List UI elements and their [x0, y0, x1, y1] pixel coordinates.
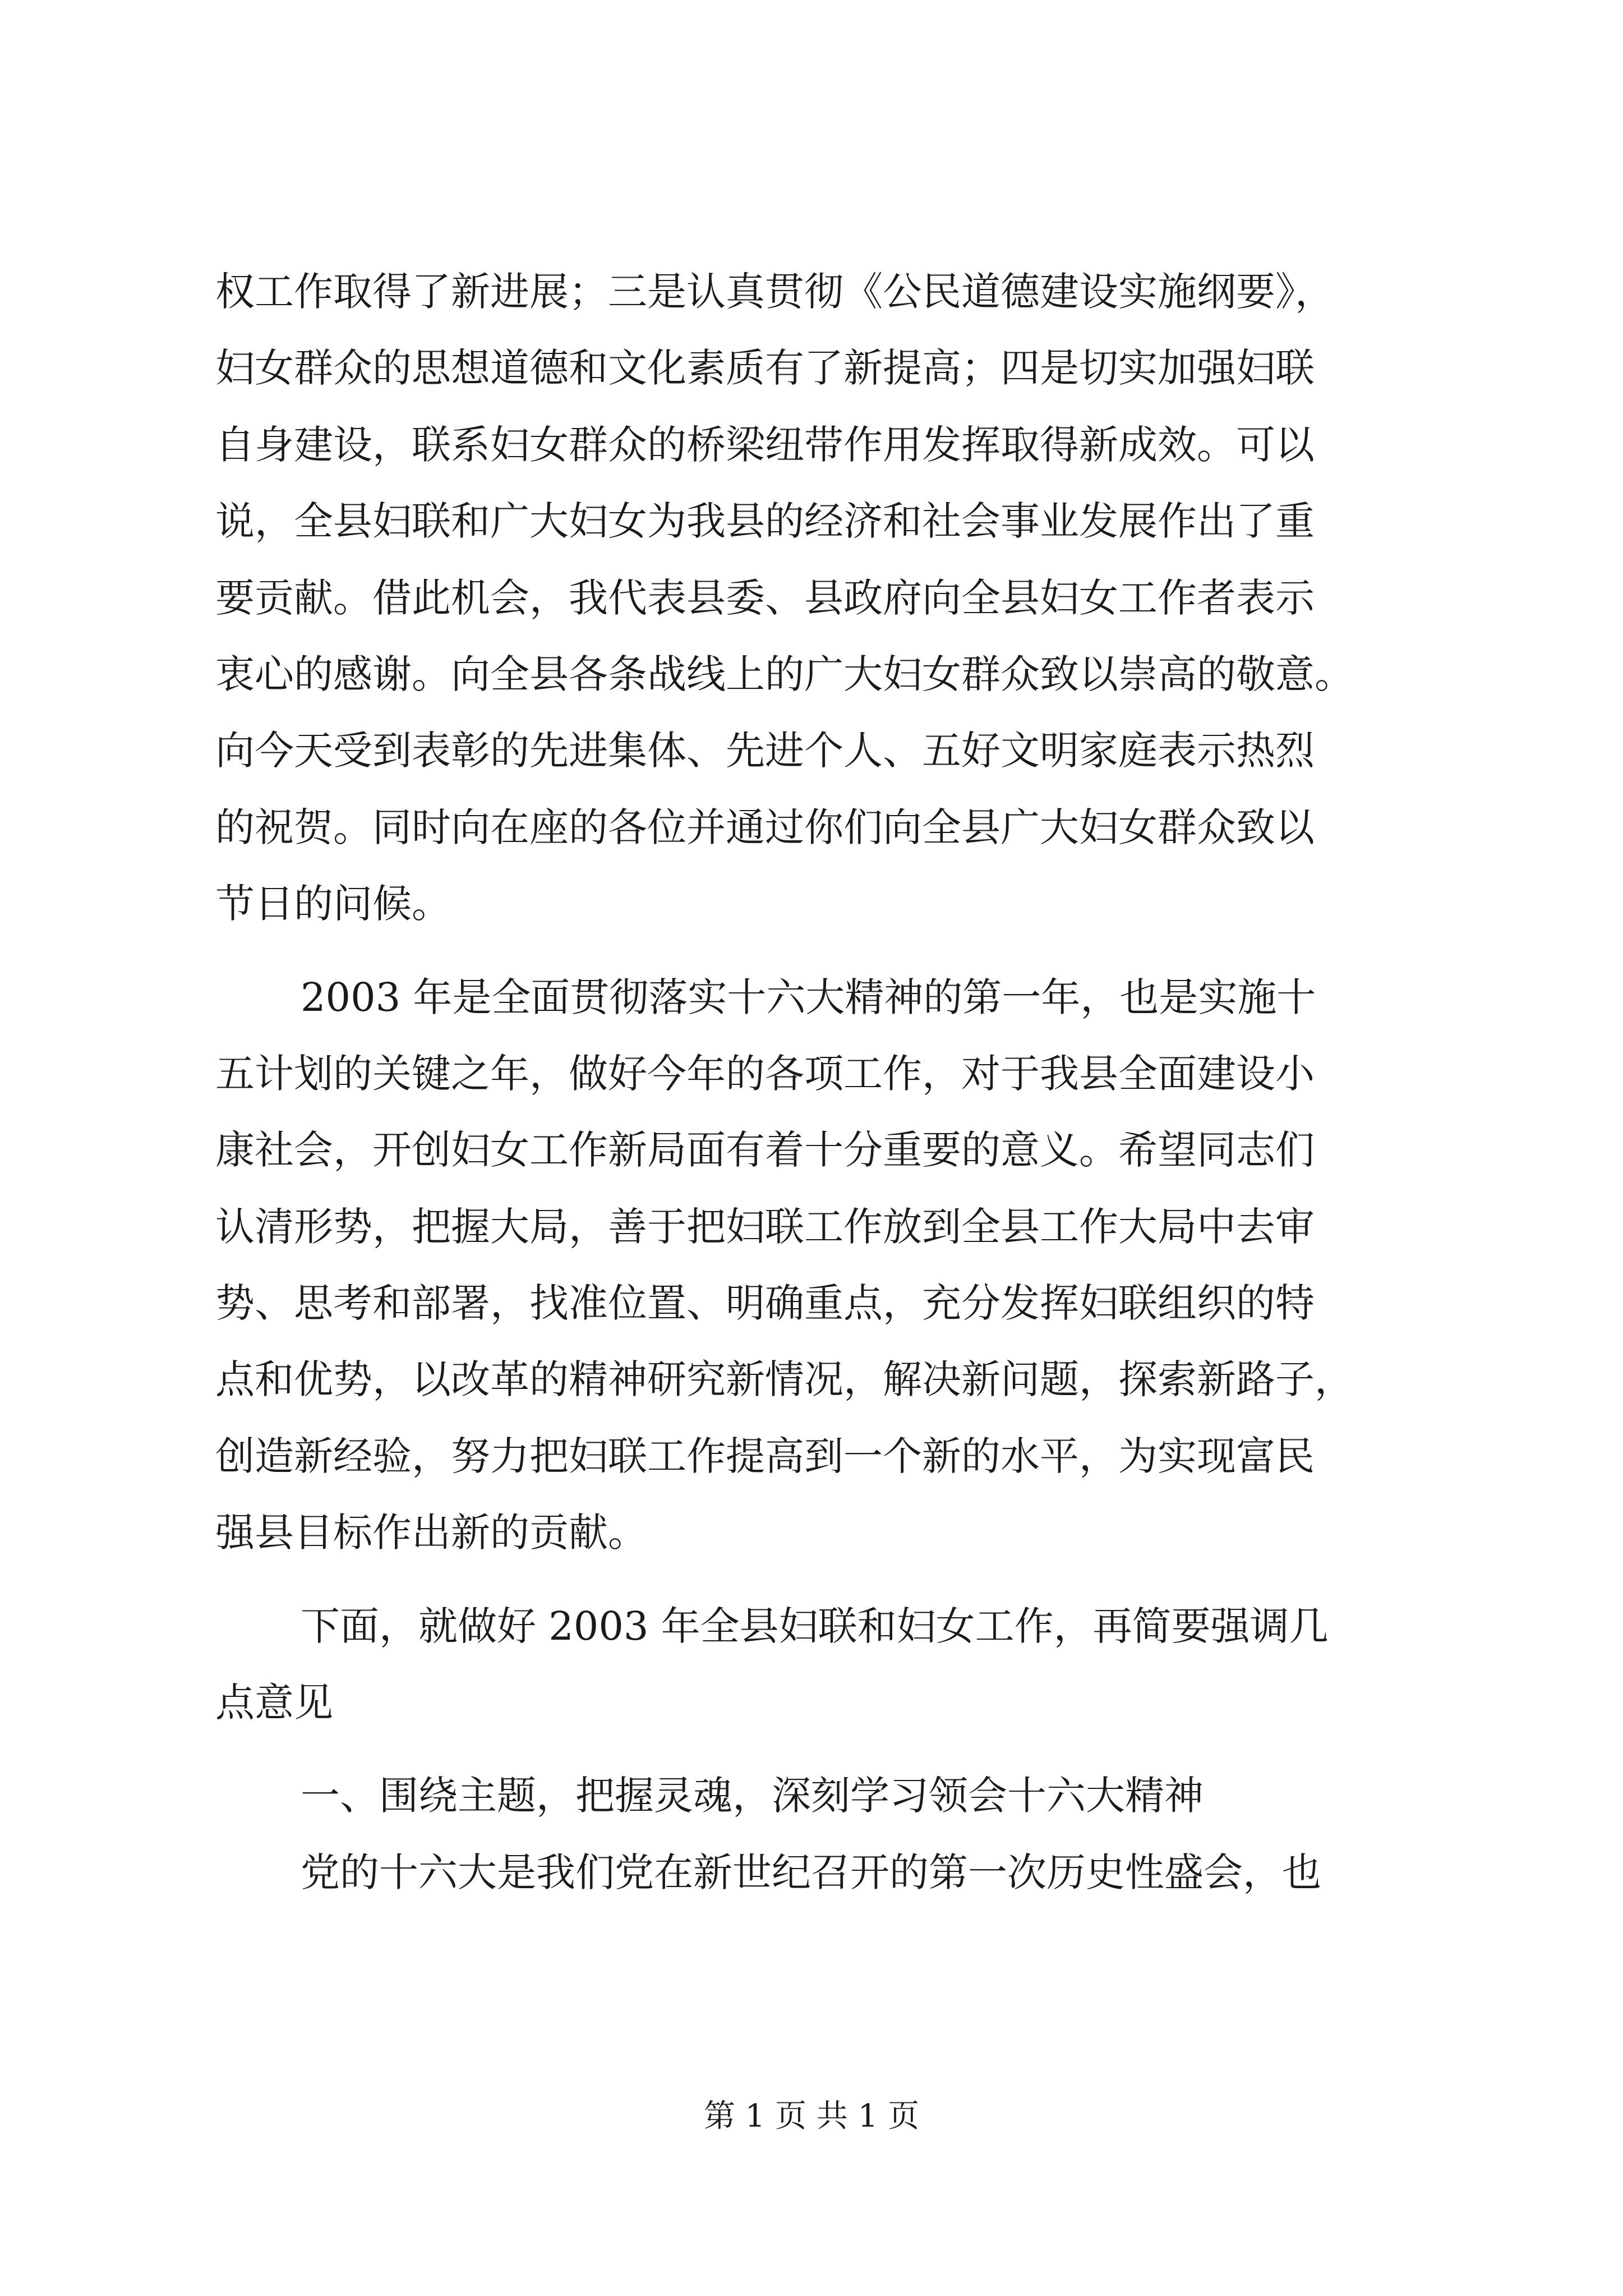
text-line: 自身建设，联系妇女群众的桥梁纽带作用发挥取得新成效。可以 — [215, 421, 1315, 468]
text-line: 权工作取得了新进展；三是认真贯彻《公民道德建设实施纲要》， — [215, 269, 1334, 315]
text-line: 党的十六大是我们党在新世纪召开的第一次历史性盛会，也 — [301, 1849, 1321, 1895]
text-line: 说，全县妇联和广大妇女为我县的经济和社会事业发展作出了重 — [215, 498, 1315, 545]
heading-line: 一、围绕主题，把握灵魂，深刻学习领会十六大精神 — [301, 1773, 1204, 1819]
paragraph-3 — [215, 1588, 1410, 1741]
text-line: 认清形势，把握大局，善于把妇联工作放到全县工作大局中去审 — [215, 1203, 1315, 1250]
text-line: 创造新经验，努力把妇联工作提高到一个新的水平，为实现富民 — [215, 1433, 1315, 1479]
text-line: 2003 年是全面贯彻落实十六大精神的第一年，也是实施十 — [301, 974, 1316, 1020]
text-line: 强县目标作出新的贡献。 — [215, 1510, 647, 1556]
text-line: 下面，就做好 2003 年全县妇联和妇女工作，再简要强调几 — [301, 1603, 1329, 1649]
text-line: 要贡献。借此机会，我代表县委、县政府向全县妇女工作者表示 — [215, 574, 1315, 621]
text-line: 势、思考和部署，找准位置、明确重点，充分发挥妇联组织的特 — [215, 1280, 1315, 1327]
text-line: 康社会，开创妇女工作新局面有着十分重要的意义。希望同志们 — [215, 1127, 1315, 1174]
text-line: 的祝贺。同时向在座的各位并通过你们向全县广大妇女群众致以 — [215, 804, 1315, 850]
paragraph-1 — [215, 254, 1410, 942]
text-line: 向今天受到表彰的先进集体、先进个人、五好文明家庭表示热烈 — [215, 728, 1315, 774]
paragraph-2 — [215, 959, 1410, 1571]
text-line: 妇女群众的思想道德和文化素质有了新提高；四是切实加强妇联 — [215, 345, 1315, 392]
text-line: 衷心的感谢。向全县各条战线上的广大妇女群众致以崇高的敬意。 — [215, 651, 1354, 697]
paragraph-5 — [215, 1834, 1410, 1911]
text-line: 点意见 — [215, 1680, 333, 1726]
text-line: 五计划的关键之年，做好今年的各项工作，对于我县全面建设小 — [215, 1050, 1315, 1097]
document-body — [215, 254, 1410, 1911]
page-number-footer: 第 1 页 共 1 页 — [703, 2098, 920, 2134]
text-line: 节日的问候。 — [215, 881, 451, 927]
text-line: 点和优势，以改革的精神研究新情况，解决新问题，探索新路子， — [215, 1356, 1354, 1403]
section-heading — [215, 1757, 1410, 1834]
